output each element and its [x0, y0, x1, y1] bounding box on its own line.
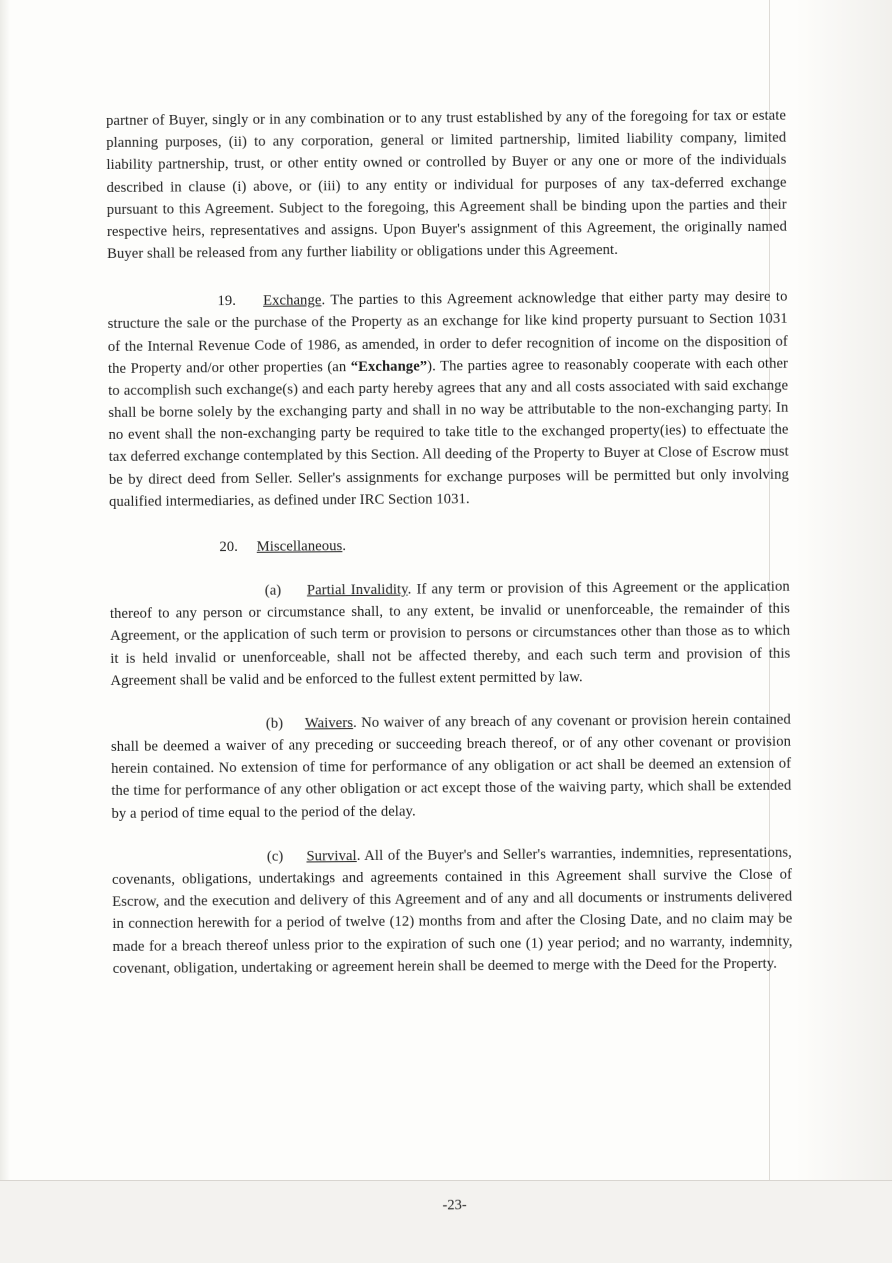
section-20-text: .	[342, 538, 347, 555]
subsection-a-text: . If any term or provision of this Agreement or the application thereof to any person or circumstance shall, to any extent, be invalid or unenforceable, the remainder of this Agreement, or the application of such term or provision to persons or circumstances other than those as to which it is held invalid or unenforceable, shall not be affected thereby, and each such term and provision of this Agreement shall be valid and be enforced to the fullest extent permitted by law.	[109, 578, 791, 689]
section-20-heading: Miscellaneous	[256, 538, 343, 555]
subsection-c-letter: (c)	[266, 848, 284, 865]
paragraph-subsection-b	[111, 709, 792, 825]
scan-edge-left	[0, 0, 10, 1263]
document-body	[106, 105, 793, 1214]
subsection-b-heading: Waivers	[304, 715, 354, 732]
paragraph-continuation: partner of Buyer, singly or in any combination or to any trust established by any of the foregoing for tax or estate planning purposes, (ii) to any corporation, general or limited partnership, limited liability company, limited liability partnership, trust, or other entity owned or controlled by Buyer or any one or more of the individuals described in clause (i) above, or (iii) to any entity or individual for purposes of any tax-deferred exchange pursuant to this Agreement. Subject to the foregoing, this Agreement shall be binding upon the parties and their respective heirs, representatives and assigns. Upon Buyer's assignment of this Agreement, the originally named Buyer shall be released from any further liability or obligations under this Agreement.	[106, 107, 787, 263]
section-20-number: 20.	[219, 538, 239, 556]
defined-term-exchange: “Exchange”	[350, 358, 428, 375]
paragraph-section-19	[107, 286, 789, 513]
subsection-c-heading: Survival	[306, 847, 357, 865]
paragraph-subsection-a	[110, 576, 791, 692]
paragraph-section-20	[109, 532, 789, 560]
subsection-c-text: . All of the Buyer's and Seller's warranties, indemnities, representations, covenants, obligations, undertakings and agreements contained in this Agreement shall survive the Close of Escrow, and the execution and delivery of this Agreement and of any and all documents or instruments delivered in connection herewith for a period of twelve (12) months from and after the Closing Date, and no claim may be made for a breach thereof unless prior to the expiration of such one (1) year period; and no warranty, indemnity, covenant, obligation, undertaking or agreement herein shall be deemed to merge with the Deed for the Property.	[111, 844, 793, 977]
section-19-text: . The parties to this Agreement acknowledge that either party may desire to structure the sale or the purchase of the Property as an exchange for like kind property pursuant to Section 1031 of the Internal Revenue Code of 1986, as amended, in order to defer recognition of income on the disposition of the Property and/or other properties (an “Exchange”). The parties agree to reasonably cooperate with each other to accomplish such exchange(s) and each party hereby agrees that any and all costs associated with said exchange shall be borne solely by the exchanging party and shall in no way be attributable to the non-exchanging party. In no event shall the non-exchanging party be required to take title to the exchanged property(ies) to effectuate the tax deferred exchange contemplated by this Section. All deeding of the Property to Buyer at Close of Escrow must be by direct deed from Seller. Seller's assignments for exchange purposes will be permitted but only involving qualified intermediaries, as defined under IRC Section 1031.	[107, 288, 789, 510]
subsection-a-heading: Partial Invalidity	[306, 581, 408, 599]
section-19-heading: Exchange	[263, 292, 322, 309]
subsection-a-letter: (a)	[264, 582, 282, 599]
subsection-b-text: . No waiver of any breach of any covenant or provision herein contained shall be deemed a waiver of any preceding or succeeding breach thereof, or of any other covenant or provision herein contained. No extension of time for performance of any obligation or act shall be deemed an extension of the time for performance of any other obligation or act except those of the waiving party, which shall be extended by a period of time equal to the period of the delay.	[110, 711, 792, 822]
section-19-number: 19.	[217, 293, 237, 310]
page-number: -23-	[442, 1197, 467, 1214]
subsection-b-letter: (b)	[265, 715, 284, 732]
paragraph-subsection-c	[112, 841, 793, 979]
